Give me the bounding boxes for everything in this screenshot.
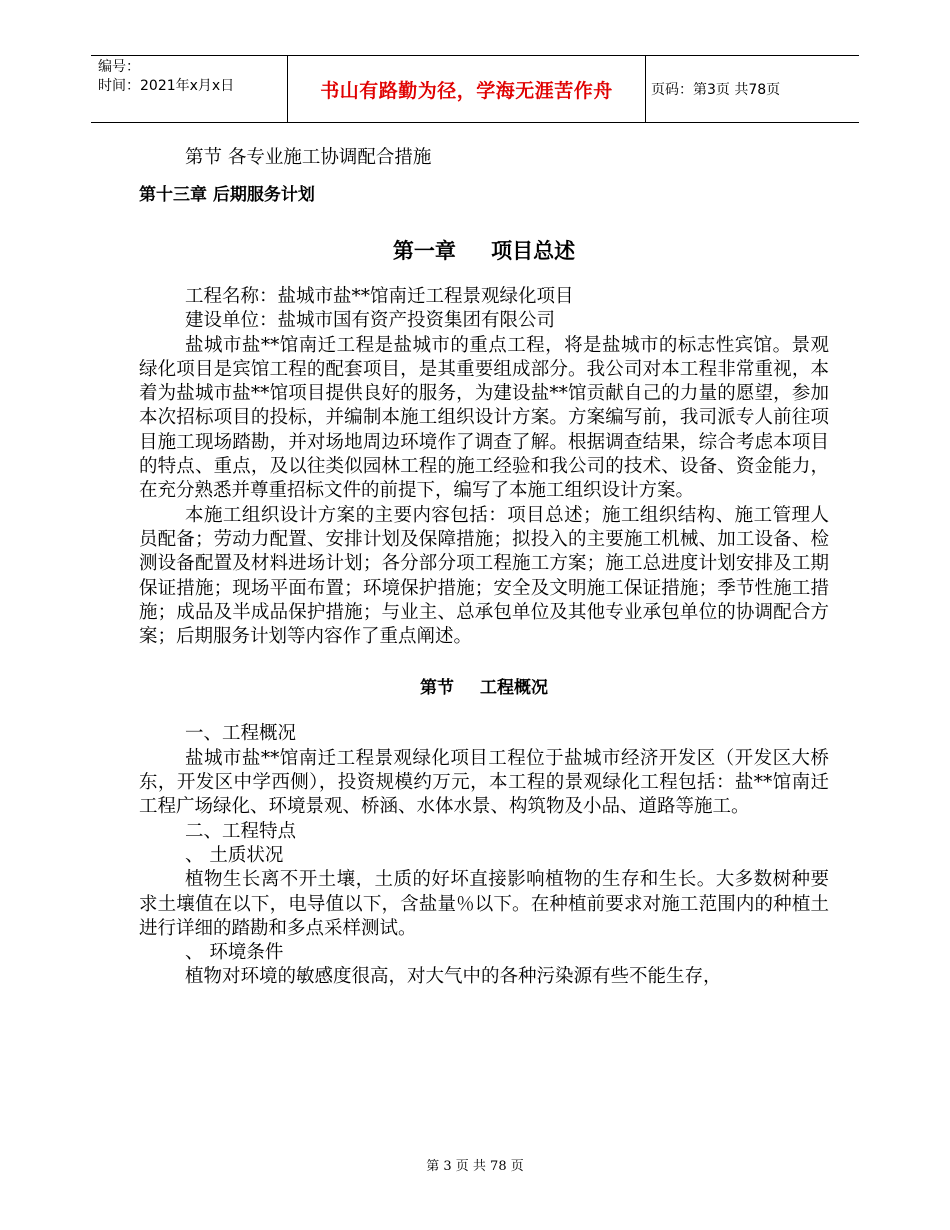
page-footer: 第 3 页 共 78 页 <box>426 1159 524 1174</box>
overview-paragraph: 盐城市盐**馆南迁工程是盐城市的重点工程，将是盐城市的标志性宾馆。景观绿化项目是宾馆工程的配套项目，是其重要组成部分。我公司对本工程非常重视，本着为盐城市盐**馆项目提供良好的服务，为建设盐**馆贡献自己的力量的愿望，参加本次招标项目的投标，并编制本施工组织设计方案。方案编写前，我司派专人前往项目施工现场踏勘，并对场地周边环境作了调查了解。根据调查结果，综合考虑本项目的特点、重点，及以往类似园林工程的施工经验和我公司的技术、设备、资金能力，在充分熟悉并尊重招标文件的前提下，编写了本施工组织设计方案。 <box>139 334 829 502</box>
subheading-soil: 、 土质状况 <box>185 844 284 866</box>
subheading-overview: 一、工程概况 <box>185 723 297 745</box>
header-page-number: 页码：第3页 共78页 <box>651 82 781 98</box>
section-title: 第节 工程概况 <box>420 678 548 699</box>
project-name: 工程名称：盐城市盐**馆南迁工程景观绿化项目 <box>185 286 574 307</box>
soil-body: 植物生长离不开土壤，土质的好坏直接影响植物的生存和生长。大多数树种要求土壤值在以下，电导值以下，含盐量％以下。在种植前要求对施工范围内的种植土进行详细的踏勘和多点采样测试。 <box>139 869 829 939</box>
chapter-title: 第一章 项目总述 <box>392 239 576 263</box>
doc-number-label: 编号： <box>98 59 140 75</box>
subheading-features: 二、工程特点 <box>185 820 297 842</box>
page-header <box>91 55 859 123</box>
overview-body: 盐城市盐**馆南迁工程景观绿化项目工程位于盐城市经济开发区（开发区大桥东，开发区中学西侧），投资规模约万元，本工程的景观绿化工程包括：盐**馆南迁工程广场绿化、环境景观、桥涵、水体水景、构筑物及小品、道路等施工。 <box>139 747 829 818</box>
header-motto: 书山有路勤为径，学海无涯苦作舟 <box>320 79 613 102</box>
environment-body: 植物对环境的敏感度很高，对大气中的各种污染源有些不能生存， <box>185 966 722 988</box>
header-motto-cell <box>287 56 646 122</box>
subheading-environment: 、 环境条件 <box>185 942 284 964</box>
document-body <box>139 146 829 990</box>
builder-unit: 建设单位：盐城市国有资产投资集团有限公司 <box>185 310 556 332</box>
header-meta <box>98 58 284 96</box>
toc-section-line: 第节 各专业施工协调配合措施 <box>185 147 432 168</box>
doc-time-label: 时间：2021年x月x日 <box>98 78 235 94</box>
contents-paragraph: 本施工组织设计方案的主要内容包括：项目总述；施工组织结构、施工管理人员配备；劳动力配置、安排计划及保障措施；拟投入的主要施工机械、加工设备、检测设备配置及材料进场计划；各分部分项工程施工方案；施工总进度计划安排及工期保证措施；现场平面布置；环境保护措施；安全及文明施工保证措施；季节性施工措施；成品及半成品保护措施；与业主、总承包单位及其他专业承包单位的协调配合方案；后期服务计划等内容作了重点阐述。 <box>139 504 829 648</box>
toc-chapter13: 第十三章 后期服务计划 <box>139 185 315 205</box>
